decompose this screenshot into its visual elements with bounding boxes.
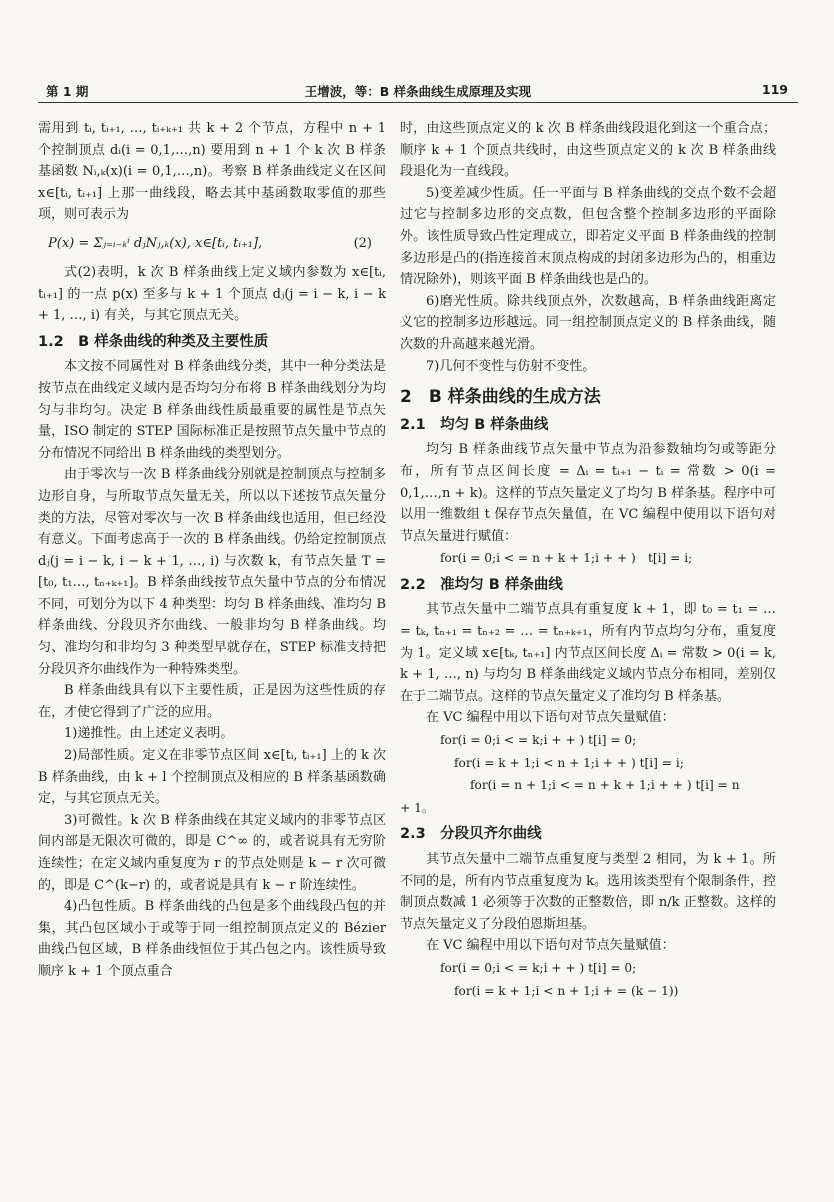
property-item: 4)凸包性质。B 样条曲线的凸包是多个曲线段凸包的并集，其凸包区域小于或等于同一组控制顶点定义的 Bézier 曲线凸包区域，B 样条曲线恒位于其凸包之内。该性质导致顺序 k + 1 个顶点重合 [38,899,386,979]
equation-2 [38,229,386,259]
code-line: for(i = k + 1;i < n + 1;i + + ) t[i] = i; [454,755,684,770]
running-title: 王增波，等：B 样条曲线生成原理及实现 [304,84,532,99]
page-number: 119 [761,82,788,97]
property-item: 1)递推性。由上述定义表明。 [64,726,234,742]
section-heading-1-2: 1.2 B 样条曲线的种类及主要性质 [38,333,269,350]
section-heading-2-2: 2.2 准均匀 B 样条曲线 [400,576,563,593]
code-line: for(i = 0;i < = k;i + + ) t[i] = 0; [440,733,637,748]
section-heading-2-1: 2.1 均匀 B 样条曲线 [400,416,549,433]
paragraph: 需用到 tᵢ, tᵢ₊₁, …, tᵢ₊ₖ₊₁ 共 k + 2 个节点，方程中 n + 1 个控制顶点 dᵢ(i = 0,1,…,n) 要用到 n + 1 个 k 次 B 样条基函数 Nᵢ,ₖ(x)(i = 0,1,…,n)。考察 B 样条曲线定义在区间 x∈[tᵢ, tᵢ₊₁] 上那一曲线段，略去其中基函数取零值的那些项，则可表示为 [38,121,386,223]
paragraph: 在 VC 编程中用以下语句对节点矢量赋值： [426,710,675,726]
code-line: for(i = k + 1;i < n + 1;i + = (k − 1)) [454,983,679,998]
paragraph: 式(2)表明，k 次 B 样条曲线上定义域内参数为 x∈[tᵢ, tᵢ₊₁] 的一点 p(x) 至多与 k + 1 个顶点 dⱼ(j = i − k, i − k + 1, …, i) 有关，与其它顶点无关。 [38,264,386,324]
left-column [38,118,386,983]
section-heading-2: 2 B 样条曲线的生成方法 [400,387,601,408]
code-line: for(i = 0;i < = k;i + + ) t[i] = 0; [440,960,637,975]
property-item: 6)磨光性质。除共线顶点外，次数越高，B 样条曲线距离定义它的控制多边形越远。同一组控制顶点定义的 B 样条曲线，随次数的升高越来越光滑。 [400,293,776,352]
paragraph: B 样条曲线具有以下主要性质，正是因为这些性质的存在，才使它得到了广泛的应用。 [38,683,386,720]
equation-number: (2) [353,235,372,251]
paragraph: 时，由这些顶点定义的 k 次 B 样条曲线段退化到这一个重合点；顺序 k + 1 个顶点共线时，由这些顶点定义的 k 次 B 样条曲线段退化为一直线段。 [400,121,776,180]
property-item: 7)几何不变性与仿射不变性。 [426,358,596,374]
property-item: 3)可微性。k 次 B 样条曲线在其定义域内的非零节点区间内部是无限次可微的，即是 C^∞ 的，或者说具有无穷阶连续性；在定义域内重复度为 r 的节点处则是 k − r 次可微的，即是 C^(k−r) 的，或者说是具有 k − r 阶连续性。 [38,812,386,893]
code-line: for(i = 0;i < = n + k + 1;i + + ) t[i] = i; [440,551,693,566]
paragraph: 在 VC 编程中用以下语句对节点矢量赋值： [426,938,675,954]
paragraph: 其节点矢量中二端节点重复度与类型 2 相同，为 k + 1。所不同的是，所有内节点重复度为 k。选用该类型有个限制条件，控制顶点数减 1 必须等于次数的正整数倍，即 n/k 正整数。这样的节点矢量定义了分段伯恩斯坦基。 [400,852,777,932]
code-line: for(i = n + 1;i < = n + k + 1;i + + ) t[i] = n [470,778,740,793]
right-column [400,118,776,1003]
equation-body: P(x) = Σⱼ₌ᵢ₋ₖⁱ dⱼNⱼ,ₖ(x), x∈[tᵢ, tᵢ₊₁], [48,235,263,251]
paragraph: 由于零次与一次 B 样条曲线分别就是控制顶点与控制多边形自身，与所取节点矢量无关，所以以下述按节点矢量分类的方法，尽管对零次与一次 B 样条曲线也适用，但已经没有意义。下面考虑高于一次的 B 样条曲线。仍给定控制顶点 dⱼ(j = i − k, i − k + 1, …, i) 与次数 k，有节点矢量 T = [t₀, t₁…, tₙ₊ₖ₊₁]。B 样条曲线按节点矢量中节点的分布情况不同，可划分为以下 4 种类型：均匀 B 样条曲线、准均匀 B 样条曲线、分段贝齐尔曲线、一般非均匀 B 样条曲线。均匀、准均匀和非均匀 3 种类型早就存在，STEP 标准支持把分段贝齐尔曲线作为一种特殊类型。 [38,467,386,677]
issue-label: 第 1 期 [46,84,89,99]
paragraph: 其节点矢量中二端节点具有重复度 k + 1，即 t₀ = t₁ = … = tₖ, tₙ₊₁ = tₙ₊₂ = … = tₙ₊ₖ₊₁，所有内节点均匀分布，重复度为 1。定义域 x∈[tₖ, tₙ₊₁] 内节点区间长度 Δᵢ = 常数 > 0(i = k, k + 1, …, n) 与均匀 B 样条曲线定义域内节点分布相同，差别仅在于二端节点。这样的节点矢量定义了准均匀 B 样条基。 [400,602,776,704]
property-item: 5)变差减少性质。任一平面与 B 样条曲线的交点个数不会超过它与控制多边形的交点数，但包含整个控制多边形的平面除外。该性质导致凸性定理成立，即若定义平面 B 样条曲线的控制多边形是凸的(指连接首末顶点构成的封闭多边形为凸的，相重边情况除外)，则该平面 B 样条曲线也是凸的。 [400,185,776,288]
property-item: 2)局部性质。定义在非零节点区间 x∈[tᵢ, tᵢ₊₁] 上的 k 次 B 样条曲线，由 k + l 个控制顶点及相应的 B 样条基函数确定，与其它顶点无关。 [38,748,386,807]
section-heading-2-3: 2.3 分段贝齐尔曲线 [400,826,542,843]
paragraph: 本文按不同属性对 B 样条曲线分类，其中一种分类法是按节点在曲线定义域内是否均匀分布将 B 样条曲线划分为均匀与非均匀。决定 B 样条曲线性质最重要的属性是节点矢量，ISO 制定的 STEP 国际标准正是按照节点矢量中节点的分布情况不同给出 B 样条曲线的类型划分。 [38,359,386,461]
paragraph: 均匀 B 样条曲线节点矢量中节点为沿参数轴均匀或等距分布，所有节点区间长度 = Δᵢ = tᵢ₊₁ − tᵢ = 常数 > 0(i = 0,1,…,n + k)。这样的节点矢量定义了均匀 B 样条基。程序中可以用一维数组 t 保存节点矢量值，在 VC 编程中使用以下语句对节点矢量进行赋值： [400,442,776,544]
running-header [38,80,798,103]
code-line: + 1。 [400,800,435,815]
